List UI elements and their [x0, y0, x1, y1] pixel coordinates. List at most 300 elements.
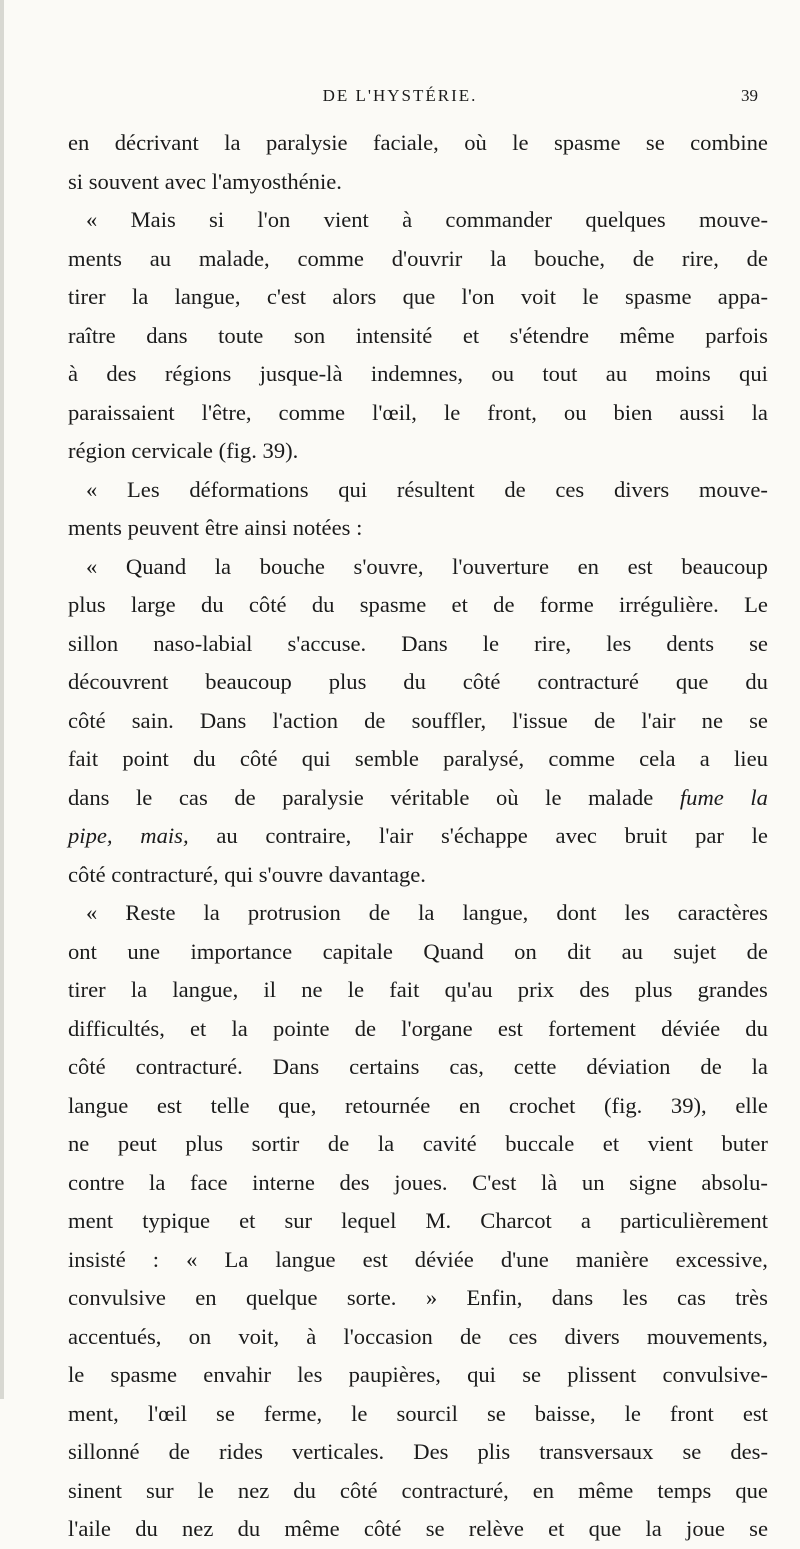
word: tirer: [68, 284, 106, 309]
word: du: [311, 592, 335, 617]
word: qui: [301, 746, 331, 771]
word: plus: [68, 592, 106, 617]
word: sain.: [131, 707, 174, 733]
text-line: [68, 856, 768, 895]
word: prix: [517, 977, 555, 1002]
word: caractères: [677, 900, 768, 925]
word: que: [402, 284, 436, 309]
text-line: [68, 394, 768, 433]
word: dit: [567, 938, 592, 964]
word: s'accuse.: [287, 630, 367, 656]
word: où: [464, 130, 487, 155]
text-line: [68, 1395, 768, 1434]
word: est: [497, 1015, 523, 1041]
word: qui: [739, 361, 768, 386]
text-line: [68, 278, 768, 317]
word: où: [496, 784, 519, 810]
word: «: [86, 900, 98, 925]
word: quelque: [245, 1285, 318, 1310]
word: sur: [284, 1208, 313, 1233]
text-line: [68, 663, 768, 702]
word: est: [362, 1246, 388, 1272]
word: ferme,: [263, 1400, 323, 1426]
word: Quand: [125, 553, 187, 579]
word: côté: [462, 669, 501, 694]
word: la: [224, 130, 241, 155]
word: sinent: [68, 1477, 122, 1503]
word: temps: [657, 1477, 712, 1503]
word: en: [458, 1092, 481, 1118]
text-line: [68, 1164, 768, 1203]
word: se: [682, 1439, 702, 1464]
word: a: [580, 1208, 591, 1233]
word: (fig.: [218, 438, 257, 463]
word: «: [86, 553, 98, 579]
word: se: [749, 630, 768, 656]
word: notées: [292, 515, 351, 540]
word: en: [195, 1285, 217, 1310]
word: ou: [491, 361, 514, 386]
word: plus: [185, 1131, 224, 1156]
word: région: [68, 438, 126, 463]
word: fortement: [548, 1015, 636, 1041]
page-edge: [0, 0, 4, 1399]
word: de: [632, 245, 655, 271]
word: lequel: [341, 1208, 397, 1233]
word: le: [351, 1400, 368, 1426]
text-line: [68, 1279, 768, 1318]
word: davantage.: [328, 861, 426, 887]
word: régions: [164, 361, 232, 386]
word: sujet: [673, 938, 717, 964]
word: en: [68, 130, 90, 155]
text-line: [68, 1087, 768, 1126]
word: plissent: [567, 1362, 637, 1387]
word: se: [425, 1516, 445, 1541]
word: spasme: [359, 592, 427, 617]
word: langue,: [172, 977, 239, 1002]
word: qu'au: [444, 977, 493, 1002]
word: large: [130, 592, 176, 617]
word: de: [327, 1131, 350, 1156]
word: le: [197, 1477, 214, 1503]
word: la: [751, 399, 768, 425]
word: importance: [190, 938, 293, 964]
word: est: [156, 1092, 182, 1118]
word: et: [462, 322, 480, 348]
word: on: [188, 1323, 212, 1349]
word: l'œil,: [372, 399, 417, 425]
word: des: [339, 1169, 370, 1195]
word: point: [122, 746, 169, 771]
word: Quand: [423, 938, 484, 964]
word: de: [368, 900, 391, 925]
text-line: [68, 471, 768, 510]
word: joues.: [394, 1169, 448, 1195]
word: sourcil: [396, 1400, 458, 1426]
word: du: [193, 746, 216, 771]
word: sillonné: [68, 1439, 140, 1464]
word: bouche: [259, 553, 325, 579]
word: verticales.: [291, 1439, 385, 1464]
text-line: [68, 586, 768, 625]
word: l'on: [461, 284, 495, 309]
word: transversaux: [539, 1439, 654, 1464]
word: Mais: [130, 207, 176, 232]
word: au: [621, 938, 643, 964]
word: aussi: [679, 399, 725, 425]
word: l'air: [379, 823, 414, 848]
word: beaucoup: [681, 553, 768, 579]
word: 39).: [262, 438, 299, 463]
word: faciale,: [372, 130, 439, 155]
word: s'étendre: [509, 322, 589, 348]
word: par: [695, 823, 724, 848]
word: contracturé: [537, 669, 639, 694]
word: dents: [666, 630, 715, 656]
word: fait: [68, 746, 99, 771]
word: peut: [117, 1131, 157, 1156]
word: même: [578, 1477, 634, 1503]
word: contre: [68, 1169, 125, 1195]
word: mais,: [140, 823, 189, 848]
text-line: [68, 124, 768, 163]
word: qui: [467, 1362, 496, 1387]
word: du: [135, 1516, 158, 1541]
text-line: [68, 1356, 768, 1395]
word: divers: [564, 1323, 620, 1349]
word: joue: [686, 1516, 725, 1541]
word: des: [106, 361, 137, 386]
text-line: [68, 355, 768, 394]
word: on: [514, 938, 537, 964]
word: côté: [68, 1054, 106, 1079]
word: lieu: [734, 746, 768, 771]
word: paraissaient: [68, 399, 175, 425]
word: ment: [68, 1208, 114, 1233]
word: souffler,: [411, 707, 487, 733]
word: l'ouverture: [452, 553, 550, 579]
word: elle: [735, 1092, 768, 1118]
word: contracturé,: [111, 861, 219, 887]
word: malade: [588, 784, 654, 810]
word: les: [606, 630, 632, 656]
word: «: [186, 1246, 198, 1272]
word: en: [577, 553, 599, 579]
text-line: [68, 1510, 768, 1549]
word: fume: [679, 784, 724, 810]
word: des: [579, 977, 610, 1002]
word: «: [86, 207, 98, 232]
word: s'ouvre: [258, 861, 324, 887]
word: au: [149, 245, 172, 271]
word: ne: [301, 977, 323, 1002]
running-head: [0, 84, 800, 108]
word: «: [86, 476, 98, 502]
word: plus: [634, 977, 673, 1002]
text-line: [68, 817, 768, 856]
word: insisté: [68, 1246, 126, 1272]
word: langue,: [462, 900, 529, 925]
word: là: [540, 1169, 558, 1195]
text-line: [68, 971, 768, 1010]
word: se: [749, 707, 768, 733]
word: spasme: [110, 1362, 178, 1387]
word: langue: [68, 1092, 129, 1118]
word: contraire,: [265, 823, 352, 848]
body-text: [68, 124, 768, 1549]
word: du: [237, 1516, 261, 1541]
word: Reste: [125, 900, 176, 925]
word: le: [582, 284, 599, 309]
word: découvrent: [68, 669, 169, 694]
word: ne: [701, 707, 723, 733]
word: que: [588, 1516, 622, 1541]
word: ont: [68, 938, 97, 964]
word: contracturé,: [401, 1477, 509, 1503]
word: La: [224, 1246, 249, 1272]
word: d'ouvrir: [391, 245, 463, 271]
word: la: [130, 977, 148, 1002]
word: (fig.: [604, 1092, 643, 1118]
word: ments: [68, 245, 122, 271]
word: face: [189, 1169, 228, 1195]
word: se: [645, 130, 665, 155]
word: côté: [239, 746, 278, 771]
word: la: [645, 1516, 662, 1541]
word: de: [168, 1439, 190, 1464]
word: souvent: [88, 168, 160, 194]
word: protrusion: [247, 900, 341, 925]
word: buccale: [505, 1131, 575, 1156]
word: beaucoup: [205, 669, 292, 694]
word: baisse,: [534, 1400, 596, 1426]
word: mouvements,: [646, 1323, 768, 1349]
word: la: [751, 1054, 768, 1079]
word: front,: [487, 399, 537, 425]
word: le: [545, 784, 562, 810]
word: l'action: [272, 707, 339, 733]
word: Enfin,: [466, 1285, 523, 1310]
text-line: [68, 1010, 768, 1049]
word: :: [152, 1246, 160, 1272]
word: jusque-là: [259, 361, 343, 386]
word: dans: [68, 784, 110, 810]
word: quelques: [585, 207, 666, 232]
word: le: [751, 823, 768, 848]
word: les: [297, 1362, 323, 1387]
word: »: [425, 1285, 438, 1310]
word: bouche,: [534, 245, 606, 271]
word: mouve-: [698, 207, 768, 232]
word: commander: [445, 207, 553, 232]
word: et: [602, 1131, 620, 1156]
word: Des: [413, 1439, 449, 1464]
word: être: [204, 515, 239, 540]
word: de: [700, 1054, 722, 1079]
word: langue,: [174, 284, 241, 309]
word: difficultés,: [68, 1015, 165, 1041]
word: Charcot: [480, 1208, 552, 1233]
word: la: [377, 1131, 395, 1156]
word: nez: [182, 1516, 214, 1541]
word: envahir: [203, 1362, 272, 1387]
word: Dans: [272, 1054, 320, 1079]
word: convulsive-: [662, 1362, 768, 1387]
word: C'est: [472, 1169, 517, 1195]
word: que,: [278, 1092, 317, 1118]
word: l'on: [257, 207, 291, 232]
text-line: [68, 509, 768, 548]
word: nez: [237, 1477, 270, 1503]
word: toute: [218, 322, 264, 348]
word: typique: [142, 1208, 211, 1233]
word: le: [68, 1362, 85, 1387]
word: très: [735, 1285, 768, 1310]
word: sur: [145, 1477, 174, 1503]
word: de: [234, 784, 256, 810]
word: et: [239, 1208, 256, 1233]
word: le: [136, 784, 153, 810]
word: le: [347, 977, 365, 1002]
word: la: [231, 1015, 248, 1041]
running-title: DE L'HYSTÉRIE.: [322, 86, 478, 105]
word: déformations: [189, 476, 309, 502]
word: avec: [555, 823, 597, 848]
text-line: [68, 548, 768, 587]
text-line: [68, 1125, 768, 1164]
word: cela: [639, 746, 676, 771]
word: de: [593, 707, 616, 733]
word: parfois: [705, 322, 768, 348]
word: vient: [323, 207, 369, 232]
word: du: [403, 669, 426, 694]
word: cette: [513, 1054, 557, 1079]
text-line: [68, 933, 768, 972]
word: au: [216, 823, 238, 848]
word: spasme: [553, 130, 621, 155]
word: cervicale: [131, 438, 213, 463]
word: crochet: [508, 1092, 576, 1118]
word: ne: [68, 1131, 90, 1156]
word: il: [263, 977, 276, 1002]
word: peuvent: [127, 515, 200, 540]
word: plis: [477, 1439, 511, 1464]
word: que: [675, 669, 709, 694]
word: grandes: [697, 977, 768, 1002]
word: signe: [629, 1169, 677, 1195]
word: du: [293, 1477, 316, 1503]
text-line: [68, 1472, 768, 1511]
word: dans: [551, 1285, 594, 1310]
word: indemnes,: [370, 361, 464, 386]
word: l'aile: [68, 1516, 111, 1541]
word: la: [203, 900, 220, 925]
word: cas: [677, 1285, 706, 1310]
word: même: [284, 1516, 340, 1541]
word: ment,: [68, 1400, 119, 1426]
word: qui: [224, 861, 254, 887]
word: est: [627, 553, 653, 579]
word: comme: [548, 746, 615, 771]
word: paupières,: [348, 1362, 441, 1387]
word: comme: [297, 245, 364, 271]
word: se: [522, 1362, 542, 1387]
word: du: [201, 592, 224, 617]
word: décrivant: [114, 130, 199, 155]
word: côté: [363, 1516, 402, 1541]
word: qui: [338, 476, 368, 502]
text-line: [68, 1433, 768, 1472]
word: le: [443, 399, 461, 425]
word: certains: [349, 1054, 420, 1079]
text-line: [68, 163, 768, 202]
word: l'air: [641, 707, 676, 733]
word: Les: [127, 476, 160, 502]
word: retournée: [345, 1092, 431, 1118]
word: a: [699, 746, 710, 771]
word: de: [746, 938, 768, 964]
word: la: [149, 1169, 166, 1195]
word: interne: [252, 1169, 315, 1195]
text-line: [68, 1202, 768, 1241]
word: du: [745, 669, 768, 694]
word: déviée: [661, 1015, 721, 1041]
word: de: [459, 1323, 482, 1349]
word: Dans: [401, 630, 448, 656]
word: cavité: [422, 1131, 477, 1156]
word: d'une: [500, 1246, 549, 1272]
word: côté: [248, 592, 287, 617]
word: voit,: [238, 1323, 280, 1349]
word: cas: [178, 784, 208, 810]
word: buter: [721, 1131, 768, 1156]
word: langue: [275, 1246, 336, 1272]
word: forme: [539, 592, 594, 617]
word: le: [624, 1400, 641, 1426]
word: s'ouvre,: [353, 553, 424, 579]
word: déviée: [414, 1246, 474, 1272]
word: les: [624, 900, 650, 925]
word: véritable: [390, 784, 470, 810]
word: capitale: [322, 938, 393, 964]
text-line: [68, 1048, 768, 1087]
word: même: [619, 322, 675, 348]
word: résultent: [396, 476, 475, 502]
page-number: 39: [741, 86, 758, 105]
word: paralysie: [265, 130, 348, 155]
word: le: [482, 630, 500, 656]
word: de: [746, 245, 768, 271]
word: Le: [744, 592, 768, 617]
word: mouve-: [698, 476, 768, 502]
word: que: [735, 1477, 768, 1503]
word: l'issue: [512, 707, 568, 733]
word: la: [750, 784, 768, 810]
text-line: [68, 702, 768, 741]
word: tirer: [68, 977, 106, 1002]
word: si: [68, 168, 84, 194]
word: manière: [575, 1246, 649, 1272]
word: cas,: [449, 1054, 484, 1079]
word: Dans: [199, 707, 247, 733]
word: irrégulière.: [619, 592, 719, 617]
word: l'œil: [147, 1400, 188, 1426]
word: de: [354, 1015, 377, 1041]
word: l'organe: [401, 1015, 473, 1041]
text-line: [68, 432, 768, 471]
word: :: [356, 515, 363, 540]
